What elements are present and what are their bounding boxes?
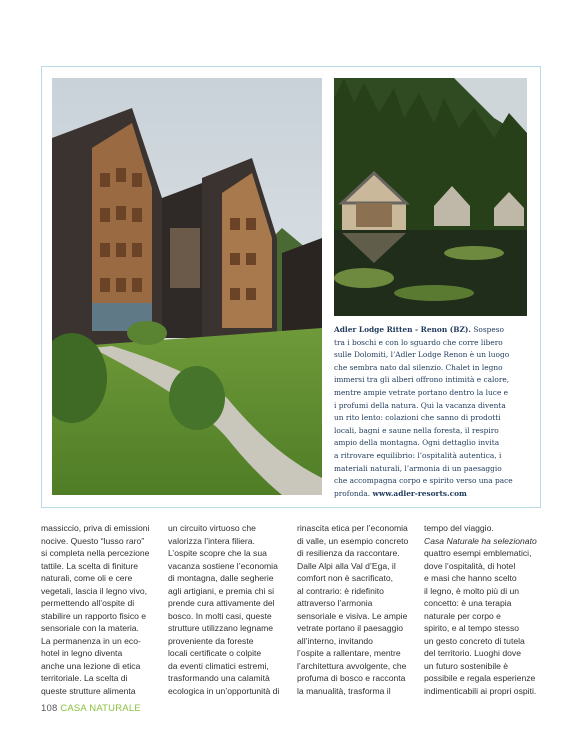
text-line: rinascita etica per l’economia bbox=[297, 523, 408, 533]
text-line: all’interno, invitando bbox=[297, 635, 373, 646]
text-column-2 bbox=[168, 522, 300, 697]
caption-line: a ritrovare equilibrio: l’ospitalità autentica, i bbox=[334, 450, 502, 460]
text-line: anche una lezione di etica bbox=[41, 660, 141, 671]
text-line: vegetali, lascia il legno vivo, bbox=[41, 585, 148, 596]
text-line: naturale per corpo e bbox=[424, 610, 501, 621]
caption-line: immersi tra gli alberi offrono intimità e calore, bbox=[334, 375, 510, 385]
text-line: spirito, e al tempo stesso bbox=[424, 623, 520, 633]
text-line: al contrario: è ridefinito bbox=[297, 585, 384, 596]
text-line: un futuro sostenibile è bbox=[424, 660, 509, 671]
caption-line: profonda. bbox=[334, 488, 371, 498]
text-line: trasformando una calamità bbox=[168, 673, 270, 683]
caption-website-link[interactable]: www.adler-resorts.com bbox=[372, 488, 467, 498]
text-line: sensoriale con la materia. bbox=[41, 623, 139, 633]
text-line: nocive. Questo “lusso raro” bbox=[41, 535, 145, 546]
text-line: da eventi climatici estremi, bbox=[168, 660, 269, 671]
caption-line: Sospeso bbox=[473, 325, 504, 334]
text-line: il legno, è molto più di un bbox=[424, 585, 520, 596]
text-line: sensoriale e visiva. Le ampie bbox=[297, 610, 408, 621]
page-number: 108 bbox=[41, 703, 58, 714]
text-line: tempo del viaggio. bbox=[424, 523, 494, 533]
caption-line: i profumi della natura. Qui la vacanza diventa bbox=[334, 400, 506, 410]
text-column-1 bbox=[41, 522, 173, 697]
text-line: naturali, come oli e cere bbox=[41, 573, 133, 583]
text-line: tattile. La scelta di finiture bbox=[41, 560, 138, 571]
text-line: attraverso l’armonia bbox=[297, 598, 373, 608]
text-line: si completa nella percezione bbox=[41, 548, 150, 558]
caption-line: un rito lento: colazioni che sanno di prodotti bbox=[334, 413, 501, 423]
text-line: hotel in legno diventa bbox=[41, 648, 123, 658]
text-line: vetrate portano il paesaggio bbox=[297, 623, 404, 633]
caption-lead: Adler Lodge Ritten - Renon (BZ). bbox=[334, 325, 471, 334]
caption-line: sulle Dolomiti, l’Adler Lodge Renon è un luogo bbox=[334, 350, 510, 360]
text-line: permettendo all’ospite di bbox=[41, 598, 135, 608]
text-line: territoriale. La scelta di bbox=[41, 673, 128, 683]
magazine-name: CASA NATURALE bbox=[60, 703, 141, 714]
text-line: stabilire un rapporto fisico e bbox=[41, 610, 147, 621]
photo-caption bbox=[334, 324, 528, 500]
page-footer bbox=[41, 703, 141, 714]
text-line: la manualità, trasforma il bbox=[297, 685, 391, 696]
text-line: massiccio, priva di emissioni bbox=[41, 523, 150, 533]
text-line: dove l’ospitalità, di hotel bbox=[424, 560, 516, 571]
text-column-3 bbox=[297, 522, 429, 697]
text-line: indimenticabili ai propri ospiti. bbox=[424, 685, 537, 696]
text-line: Casa Naturale ha selezionato bbox=[424, 535, 537, 546]
text-line: di montagna, dalle segherie bbox=[168, 573, 274, 583]
text-line: del territorio. Luoghi dove bbox=[424, 648, 521, 658]
text-line: l’ospite a rallentare, mentre bbox=[297, 648, 401, 658]
text-line: concetto: è una terapia bbox=[424, 598, 512, 608]
caption-line: che accompagna corpo e spirito verso una pace bbox=[334, 476, 513, 486]
text-line: di valle, un esempio concreto bbox=[297, 535, 409, 546]
text-column-4 bbox=[424, 522, 556, 697]
text-line: profuma di bosco e racconta bbox=[297, 673, 406, 683]
text-line: queste strutture alimenta bbox=[41, 685, 136, 696]
text-line: Dalle Alpi alla Val d’Ega, il bbox=[297, 560, 396, 571]
caption-line: tra i boschi e con lo sguardo che corre libero bbox=[334, 337, 503, 347]
caption-line: che sembra nato dal silenzio. Chalet in legno bbox=[334, 362, 503, 372]
text-line: strutture utilizzano legname bbox=[168, 623, 274, 633]
text-line: quattro esempi emblematici, bbox=[424, 548, 532, 558]
text-line: locali certificate o colpite bbox=[168, 648, 262, 658]
caption-line: ampio della montagna. Ogni dettaglio invita bbox=[334, 438, 500, 448]
text-line: ecologica in un’opportunità di bbox=[168, 685, 280, 696]
lodge-photo bbox=[52, 78, 322, 495]
text-line: bosco. In molti casi, queste bbox=[168, 610, 272, 621]
text-line: un gesto concreto di tutela bbox=[424, 635, 525, 646]
text-line: di resilienza da raccontare. bbox=[297, 548, 400, 558]
pond-photo bbox=[334, 78, 527, 316]
text-line: proveniente da foreste bbox=[168, 635, 254, 646]
text-line: e masi che hanno scelto bbox=[424, 573, 517, 583]
text-line: L’ospite scopre che la sua bbox=[168, 548, 267, 558]
text-line: un circuito virtuoso che bbox=[168, 523, 256, 533]
caption-line: locali, bagni e saune nella foresta, il respiro bbox=[334, 425, 499, 435]
text-line: vacanza sostiene l’economia bbox=[168, 560, 278, 571]
text-line: comfort non è sacrificato, bbox=[297, 573, 394, 583]
caption-line: mentre ampie vetrate portano dentro la luce e bbox=[334, 387, 509, 397]
text-line: valorizza l’intera filiera. bbox=[168, 535, 255, 546]
text-line: agli artigiani, e premia chi si bbox=[168, 585, 275, 596]
text-line: La permanenza in un eco- bbox=[41, 635, 141, 646]
text-line: l’architettura avvolgente, che bbox=[297, 660, 407, 671]
text-line: possibile e regala esperienze bbox=[424, 673, 536, 683]
text-line: prende cura attivamente del bbox=[168, 598, 275, 608]
caption-line: materiali naturali, l’armonia di un paesaggio bbox=[334, 463, 502, 473]
